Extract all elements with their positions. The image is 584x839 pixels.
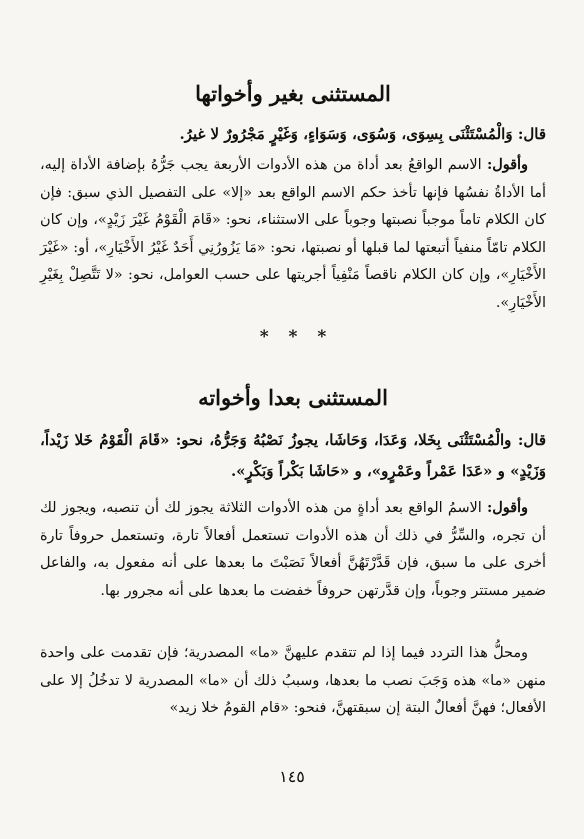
section-separator: * * * bbox=[259, 327, 327, 347]
page-number: ١٤٥ bbox=[279, 767, 305, 786]
sharh-block-ma-masdariya bbox=[40, 640, 546, 723]
aqulu-label: وأقول: bbox=[486, 499, 528, 516]
aqulu-text: الاسمُ الواقع بعد أداةٍ من هذه الأدوات الثلاثة يجوز لك أن تنصبه، ويجوز لك أن تجره، والسِّرُّ في ذلك أن هذه الأدوات تستعمل أفعالاً تارة، وتستعمل حروفاً تارة أخرى على ما سبق، فإن قَدَّرْتَهُنَّ أفعالاً نَصَبْتَ ما بعدها على أنه مفعول به، والفاعل ضمير مستتر وجوباً، وإن قدَّرتهن حروفاً خفضت ما بعدها على أنه مجرور بها. bbox=[40, 500, 546, 599]
matn-block-ada bbox=[40, 425, 546, 487]
sharh-paragraph: ومحلُّ هذا التردد فيما إذا لم تتقدم عليهنَّ «ما» المصدرية؛ فإن تقدمت على واحدة منهن «ما» هذه وَجَبَ نصب ما بعدها، وسببُ ذلك أن «ما» المصدرية لا تدخُلُ إلا على الأفعال؛ فهنَّ أفعالٌ البتة إن سبقتهنَّ، فنحو: «قام القومُ خلا زيد» bbox=[40, 645, 546, 716]
qala-text: وَالْمُسْتَثْنَى بِسِوَى، وَسُوَى، وَسَوَاءٍ، وَغَيْرٍ مَجْرُورٌ لا غيرُ. bbox=[179, 125, 513, 143]
qala-label: قال: bbox=[517, 125, 546, 143]
sharh-block-ada bbox=[40, 494, 546, 605]
sharh-paragraph bbox=[40, 151, 546, 317]
sharh-block-ghayr bbox=[40, 151, 546, 317]
qala-label: قال: bbox=[517, 431, 546, 449]
section-heading-ghayr: المستثنى بغير وأخواتها bbox=[195, 81, 391, 106]
aqulu-label: وأقول: bbox=[486, 156, 528, 173]
section-heading-ada: المستثنى بعدا وأخواته bbox=[198, 385, 388, 410]
sharh-paragraph bbox=[40, 494, 546, 605]
matn-text bbox=[40, 425, 546, 487]
matn-text bbox=[40, 119, 546, 150]
matn-block-ghayr bbox=[40, 119, 546, 150]
aqulu-text: الاسم الواقعُ بعد أداة من هذه الأدوات الأربعة يجب جَرُّهُ بإضافة الأداة إليه، أما الأداةُ نفسُها فإنها تأخذ حكم الاسم الواقع بعد «إلا» على التفصيل الذي سبق: فإن كان الكلام تاماً موجباً نصبتها وجوباً على الاستثناء، نحو: «قَامَ الْقَوْمُ غَيْرَ زَيْدٍ»، وإن كان الكلام تامّاً منفياً أتبعتها لما قبلها أو نصبتها، نحو: «مَا يَزُورُنِي أَحَدٌ غَيْرُ الأَخْيَارِ»، أو: «غَيْرَ الأَخْيَارِ»، وإن كان الكلام ناقصاً مَنْفِياً أجريتها على حسب العوامل، نحو: «لا تَتَّصِلْ بِغَيْرِ الأَخْيَارِ». bbox=[40, 157, 546, 311]
qala-text: والْمُسْتَثْنَى بِخَلا، وَعَدَا، وَحَاشَا، يجوزُ نَصْبُهُ وَجَرُّهُ، نحو: «قَامَ الْقَوْمُ خَلا زَيْداً، وَزَيْدٍ» و «عَدَا عَمْراً وعَمْرٍو»، و «حَاشَا بَكْراً وَبَكْرٍ». bbox=[40, 431, 546, 480]
